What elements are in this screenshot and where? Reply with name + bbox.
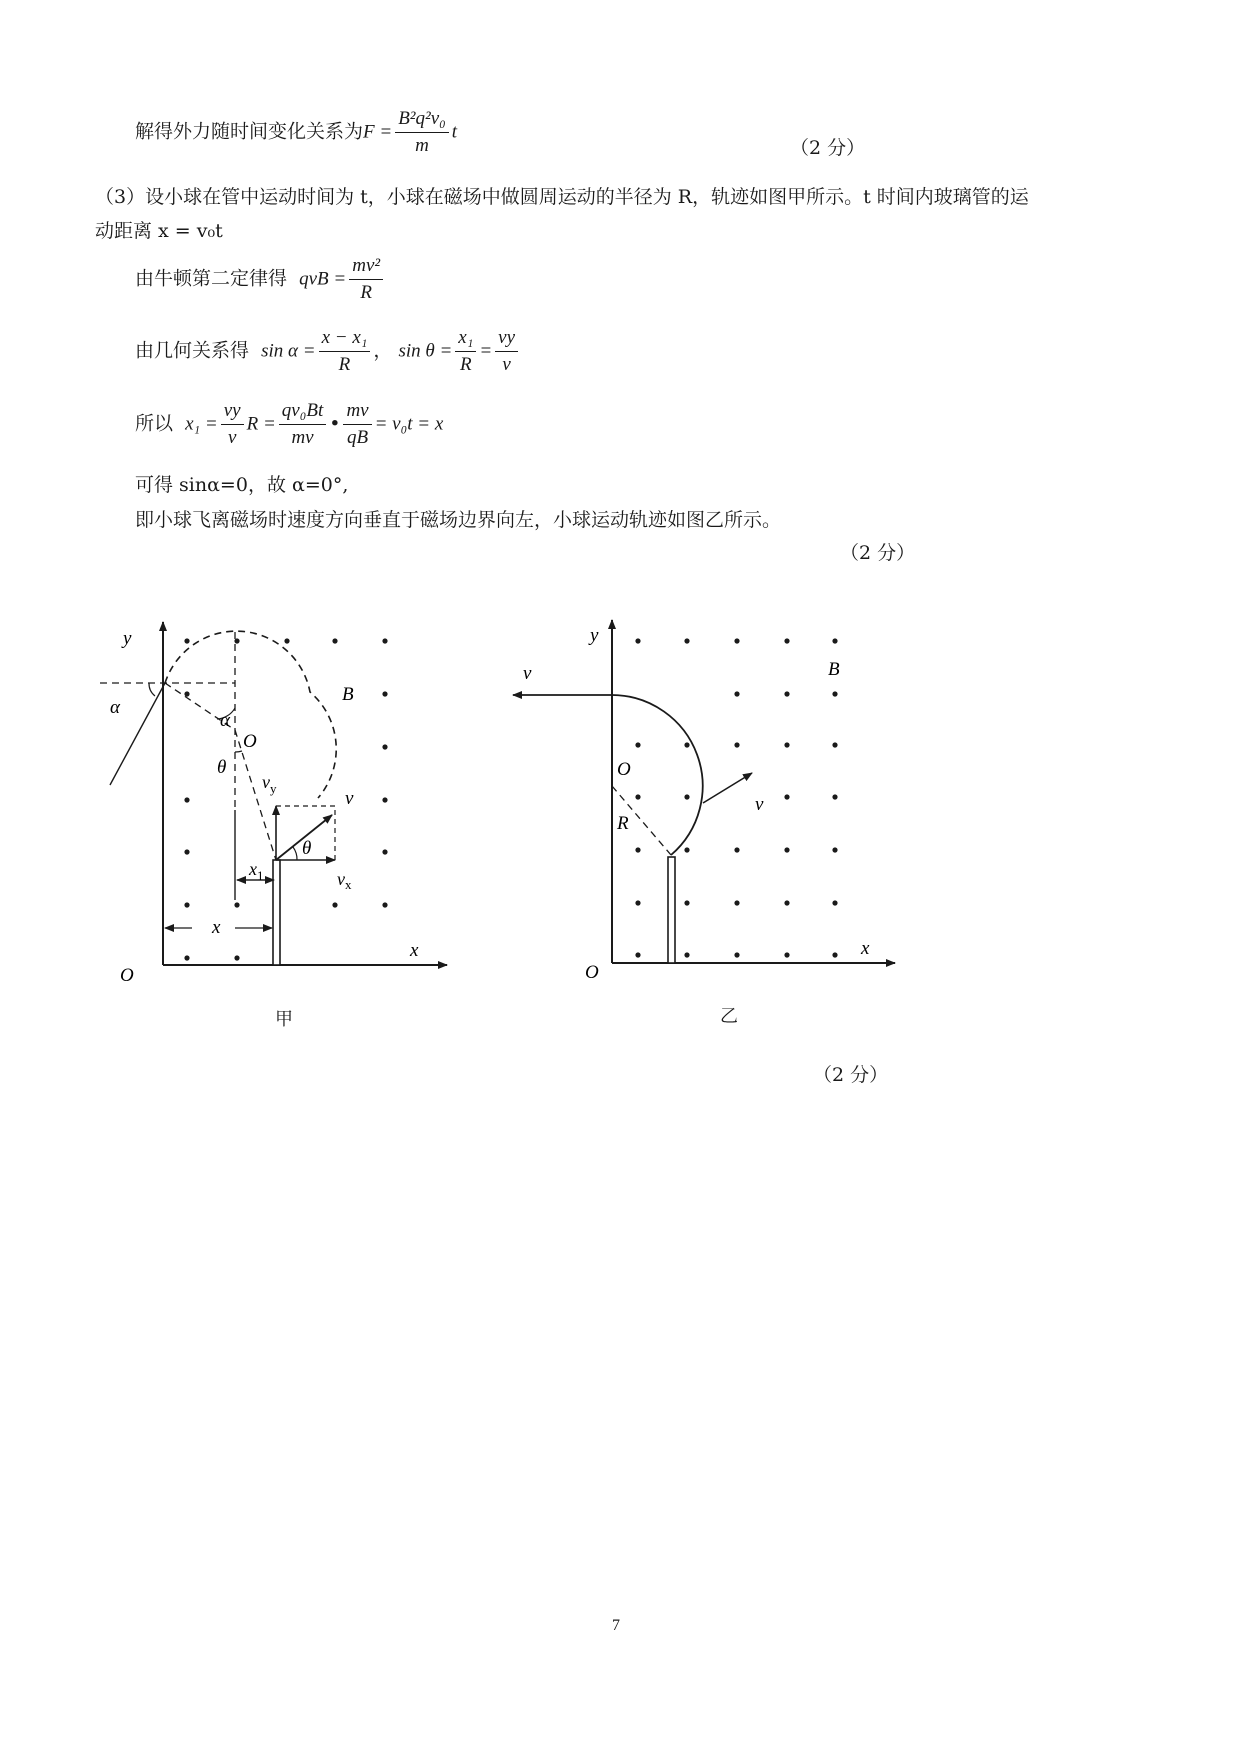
line5-a-lhs: sin α = (261, 340, 316, 362)
fraction (455, 327, 476, 376)
alpha-label: α (220, 710, 230, 731)
fraction (343, 400, 371, 449)
line6-x1: x₁ = (185, 413, 218, 435)
radius-label: R (617, 813, 629, 834)
equation-line-result (135, 400, 443, 449)
x1-label: $x_1$ (249, 859, 264, 883)
page-number: 7 (612, 1617, 620, 1634)
paragraph-line: （3）设小球在管中运动时间为 t，小球在磁场中做圆周运动的半径为 R，轨迹如图甲所示。t 时间内玻璃管的运 (95, 186, 1029, 208)
line5-c-num: vy (495, 327, 518, 352)
line6-prefix: 所以 (135, 412, 174, 435)
line4-den: R (360, 281, 372, 303)
fraction (395, 108, 449, 157)
field-label: B (828, 659, 840, 680)
theta-label: θ (217, 757, 227, 778)
line6-f3-den: qB (346, 426, 369, 448)
center-label: O (243, 731, 257, 752)
fraction (349, 255, 383, 304)
line5-prefix: 由几何关系得 (135, 339, 250, 362)
line5-b-den: R (459, 353, 472, 375)
line5-c-den: v (502, 353, 511, 375)
origin-label: O (585, 962, 599, 983)
field-dots (635, 638, 837, 957)
paragraph-line: 可得 sinα=0，故 α=0°, (135, 474, 349, 496)
line5-a-num: x − x₁ (319, 327, 371, 352)
line6-f2-num: qv₀Bt (279, 400, 326, 425)
fraction (319, 327, 371, 376)
equation-line-force (135, 108, 457, 157)
fraction (221, 400, 244, 449)
line5-eq: = (479, 340, 493, 362)
line1-prefix: 解得外力随时间变化关系为 (135, 120, 364, 143)
line5-a-den: R (338, 353, 351, 375)
line1-den: m (415, 134, 429, 156)
line1-suffix: t (451, 121, 458, 143)
center-label: O (617, 759, 631, 780)
figure-a (95, 610, 465, 986)
line5-b-num: x₁ (455, 327, 476, 352)
line5-b-lhs: sin θ = (398, 340, 453, 362)
score-label: （2 分） (790, 137, 866, 159)
origin-label: O (120, 965, 134, 986)
x-axis-label: x (410, 940, 419, 961)
figure-b (505, 610, 905, 983)
line6-f1-num: vy (221, 400, 244, 425)
paragraph-line: 即小球飞离磁场时速度方向垂直于磁场边界向左，小球运动轨迹如图乙所示。 (135, 509, 782, 531)
fraction (279, 400, 326, 449)
v-label: v (345, 788, 354, 809)
theta-arc (293, 847, 297, 860)
fraction (495, 327, 518, 376)
figure-b-caption: 乙 (720, 1006, 738, 1026)
y-axis-label: y (590, 625, 599, 646)
line4-prefix: 由牛顿第二定律得 (135, 267, 288, 290)
line6-f2-den: mv (291, 426, 314, 448)
y-axis-label: y (123, 628, 132, 649)
v-arrow (703, 773, 752, 803)
line6-f3-num: mv (343, 400, 371, 425)
line4-lhs: qvB = (299, 268, 347, 290)
theta-arc (235, 751, 242, 752)
figure-a-caption: 甲 (275, 1009, 293, 1029)
vy-label: $v_y$ (262, 772, 277, 796)
paragraph-line: 动距离 x = v₀t (95, 220, 223, 242)
line4-num: mv² (349, 255, 383, 280)
x-axis-label: x (861, 938, 870, 959)
alpha-arc (149, 683, 155, 696)
line1-eq: F = (363, 121, 393, 143)
line6-f1-den: v (227, 426, 237, 448)
theta-label: θ (302, 838, 312, 859)
score-label: （2 分） (813, 1064, 889, 1086)
line1-num: B²q²v₀ (395, 108, 449, 133)
line6-dot: • (329, 412, 341, 435)
exit-velocity-label: v (523, 663, 532, 684)
line6-tail: = v₀t = x (374, 413, 444, 435)
line6-R: R = (246, 413, 276, 435)
vx-label: $v_x$ (337, 869, 352, 892)
field-dots (184, 638, 387, 960)
field-label: B (342, 684, 354, 705)
v-label: v (755, 794, 764, 815)
trajectory-arc (165, 631, 336, 798)
equation-line-newton (135, 255, 386, 304)
glass-tube (668, 857, 675, 963)
x-distance-label: x (212, 917, 221, 938)
alpha-label: α (110, 697, 120, 718)
glass-tube (273, 860, 280, 965)
equation-line-geometry (135, 327, 521, 376)
score-label: （2 分） (840, 542, 916, 564)
line5-sep: ， (373, 339, 393, 362)
